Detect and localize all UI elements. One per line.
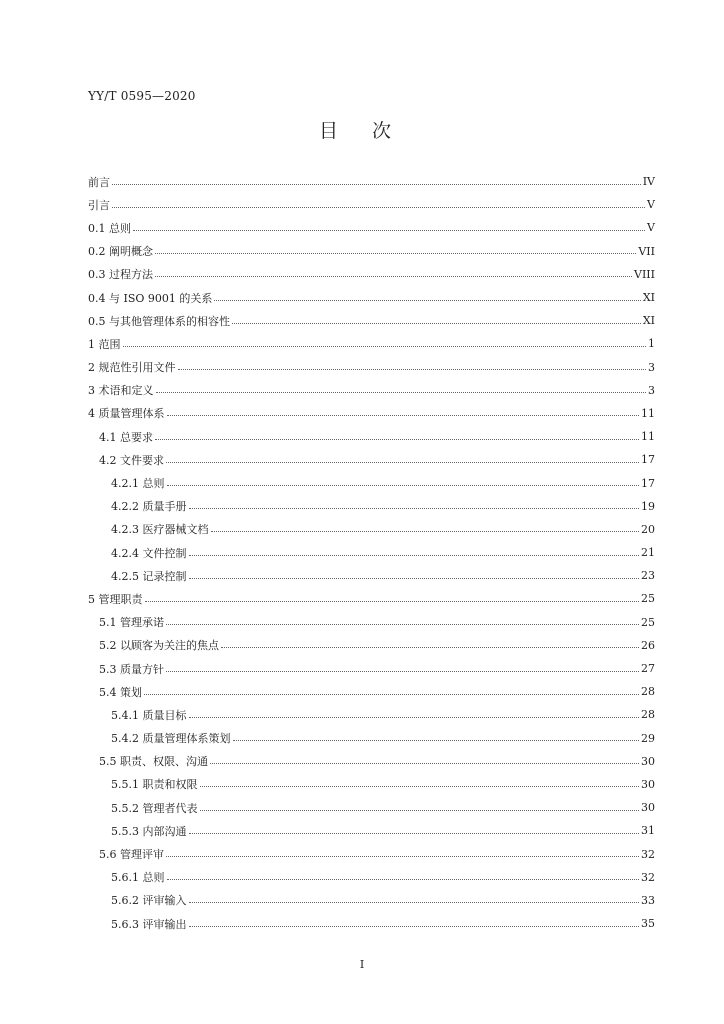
- toc-entry-label: 4.2.4 文件控制: [111, 546, 187, 560]
- toc-entry-label: 5 管理职责: [88, 592, 143, 606]
- toc-dot-leader: [210, 763, 639, 764]
- toc-entry-label: 5.2 以顾客为关注的焦点: [99, 639, 219, 653]
- toc-entry[interactable]: [88, 611, 655, 634]
- toc-entry-page: 20: [641, 522, 655, 536]
- toc-entry-page: 11: [641, 430, 655, 444]
- toc-entry[interactable]: [88, 796, 655, 819]
- toc-entry-page: 30: [641, 777, 655, 791]
- toc-dot-leader: [155, 439, 639, 440]
- toc-entry-label: 5.5.1 职责和权限: [111, 778, 198, 792]
- toc-entry-label: 5.6.1 总则: [111, 871, 165, 885]
- toc-entry[interactable]: [88, 471, 655, 494]
- toc-dot-leader: [233, 740, 640, 741]
- toc-dot-leader: [167, 415, 640, 416]
- toc-entry[interactable]: [88, 634, 655, 657]
- toc-entry-page: XI: [642, 291, 655, 305]
- toc-entry[interactable]: [88, 750, 655, 773]
- toc-dot-leader: [166, 671, 639, 672]
- toc-entry-page: 32: [641, 847, 655, 861]
- toc-entry[interactable]: [88, 564, 655, 587]
- toc-entry[interactable]: [88, 541, 655, 564]
- toc-entry[interactable]: [88, 286, 655, 309]
- toc-entry[interactable]: [88, 425, 655, 448]
- toc-dot-leader: [189, 833, 640, 834]
- toc-dot-leader: [166, 624, 639, 625]
- toc-dot-leader: [189, 717, 640, 718]
- toc-dot-leader: [221, 647, 639, 648]
- toc-entry[interactable]: [88, 332, 655, 355]
- toc-dot-leader: [189, 508, 640, 509]
- toc-entry-label: 5.4.1 质量目标: [111, 708, 187, 722]
- toc-entry-label: 5.3 质量方针: [99, 662, 164, 676]
- toc-dot-leader: [133, 230, 645, 231]
- toc-entry-page: 19: [641, 499, 655, 513]
- toc-entry[interactable]: [88, 703, 655, 726]
- toc-entry-page: 30: [641, 754, 655, 768]
- toc-dot-leader: [144, 694, 639, 695]
- toc-dot-leader: [166, 856, 639, 857]
- page-number: I: [359, 958, 365, 971]
- toc-entry[interactable]: [88, 448, 655, 471]
- toc-entry[interactable]: [88, 518, 655, 541]
- toc-entry-label: 2 规范性引用文件: [88, 361, 176, 375]
- toc-entry-page: VIII: [634, 267, 655, 281]
- toc-entry-page: 30: [641, 801, 655, 815]
- toc-dot-leader: [166, 462, 639, 463]
- toc-dot-leader: [112, 207, 645, 208]
- toc-dot-leader: [155, 276, 632, 277]
- toc-entry-page: V: [647, 221, 655, 235]
- toc-entry-page: V: [647, 198, 655, 212]
- toc-entry[interactable]: [88, 495, 655, 518]
- toc-entry-page: 35: [641, 917, 655, 931]
- toc-entry-label: 4 质量管理体系: [88, 407, 165, 421]
- toc-dot-leader: [178, 369, 647, 370]
- toc-entry[interactable]: [88, 216, 655, 239]
- toc-entry[interactable]: [88, 842, 655, 865]
- toc-entry-label: 5.5.2 管理者代表: [111, 801, 198, 815]
- toc-entry-page: 25: [641, 592, 655, 606]
- toc-entry[interactable]: [88, 819, 655, 842]
- toc-entry-page: 28: [641, 685, 655, 699]
- toc-entry[interactable]: [88, 356, 655, 379]
- toc-entry-label: 5.4.2 质量管理体系策划: [111, 732, 231, 746]
- toc-entry-label: 3 术语和定义: [88, 384, 154, 398]
- toc-entry-page: 1: [648, 337, 655, 351]
- toc-entry-label: 0.3 过程方法: [88, 268, 153, 282]
- toc-entry-label: 0.2 阐明概念: [88, 245, 153, 259]
- toc-entry[interactable]: [88, 889, 655, 912]
- toc-entry[interactable]: [88, 727, 655, 750]
- toc-entry[interactable]: [88, 170, 655, 193]
- toc-entry-label: 0.4 与 ISO 9001 的关系: [88, 291, 213, 305]
- toc-entry-page: 32: [641, 870, 655, 884]
- standard-code: YY/T 0595—2020: [88, 89, 196, 103]
- toc-entry-label: 5.1 管理承诺: [99, 616, 164, 630]
- toc-entry-page: 23: [641, 569, 655, 583]
- toc-entry-label: 1 范围: [88, 337, 121, 351]
- toc-dot-leader: [200, 786, 640, 787]
- toc-entry[interactable]: [88, 240, 655, 263]
- toc-entry[interactable]: [88, 680, 655, 703]
- toc-dot-leader: [155, 253, 636, 254]
- toc-entry-label: 5.5 职责、权限、沟通: [99, 755, 208, 769]
- toc-entry-page: 17: [641, 453, 655, 467]
- toc-entry-page: 29: [641, 731, 655, 745]
- toc-entry-page: 33: [641, 893, 655, 907]
- toc-dot-leader: [145, 601, 640, 602]
- toc-dot-leader: [167, 879, 640, 880]
- table-of-contents: [88, 170, 655, 935]
- toc-entry[interactable]: [88, 912, 655, 935]
- toc-entry-page: 17: [641, 476, 655, 490]
- toc-dot-leader: [156, 392, 647, 393]
- toc-entry-page: 28: [641, 708, 655, 722]
- toc-entry-label: 4.2.1 总则: [111, 477, 165, 491]
- toc-entry-page: 3: [648, 383, 655, 397]
- toc-dot-leader: [167, 485, 640, 486]
- toc-entry[interactable]: [88, 309, 655, 332]
- toc-dot-leader: [189, 926, 640, 927]
- toc-entry-label: 4.1 总要求: [99, 430, 153, 444]
- toc-entry-label: 0.1 总则: [88, 221, 131, 235]
- toc-entry-page: 31: [641, 824, 655, 838]
- toc-entry-label: 4.2.2 质量手册: [111, 500, 187, 514]
- toc-entry-label: 5.6.2 评审输入: [111, 894, 187, 908]
- toc-entry[interactable]: [88, 587, 655, 610]
- toc-entry[interactable]: [88, 866, 655, 889]
- toc-entry-page: 25: [641, 615, 655, 629]
- toc-dot-leader: [214, 300, 640, 301]
- toc-entry[interactable]: [88, 193, 655, 216]
- toc-entry-label: 前言: [88, 175, 110, 189]
- toc-entry[interactable]: [88, 402, 655, 425]
- toc-dot-leader: [232, 323, 641, 324]
- toc-entry-label: 0.5 与其他管理体系的相容性: [88, 314, 230, 328]
- toc-entry[interactable]: [88, 657, 655, 680]
- toc-entry-page: 27: [641, 662, 655, 676]
- toc-entry-page: 11: [641, 406, 655, 420]
- toc-entry-page: 3: [648, 360, 655, 374]
- toc-entry[interactable]: [88, 379, 655, 402]
- toc-entry-label: 4.2.3 医疗器械文档: [111, 523, 209, 537]
- toc-dot-leader: [112, 184, 641, 185]
- page-title: 目 次: [318, 120, 406, 142]
- toc-entry-page: 21: [641, 546, 655, 560]
- toc-entry-label: 5.4 策划: [99, 685, 142, 699]
- toc-entry-label: 5.6 管理评审: [99, 848, 164, 862]
- toc-dot-leader: [211, 531, 640, 532]
- toc-dot-leader: [189, 578, 640, 579]
- toc-entry-page: IV: [642, 175, 655, 189]
- toc-entry[interactable]: [88, 773, 655, 796]
- toc-entry-label: 5.6.3 评审输出: [111, 917, 187, 931]
- toc-entry-label: 4.2.5 记录控制: [111, 569, 187, 583]
- toc-entry[interactable]: [88, 263, 655, 286]
- toc-entry-page: VII: [638, 244, 655, 258]
- toc-entry-label: 4.2 文件要求: [99, 453, 164, 467]
- toc-dot-leader: [123, 346, 647, 347]
- toc-entry-page: 26: [641, 638, 655, 652]
- toc-entry-label: 引言: [88, 198, 110, 212]
- toc-dot-leader: [189, 902, 640, 903]
- toc-entry-label: 5.5.3 内部沟通: [111, 824, 187, 838]
- toc-entry-page: XI: [642, 314, 655, 328]
- toc-dot-leader: [200, 810, 640, 811]
- toc-dot-leader: [189, 555, 640, 556]
